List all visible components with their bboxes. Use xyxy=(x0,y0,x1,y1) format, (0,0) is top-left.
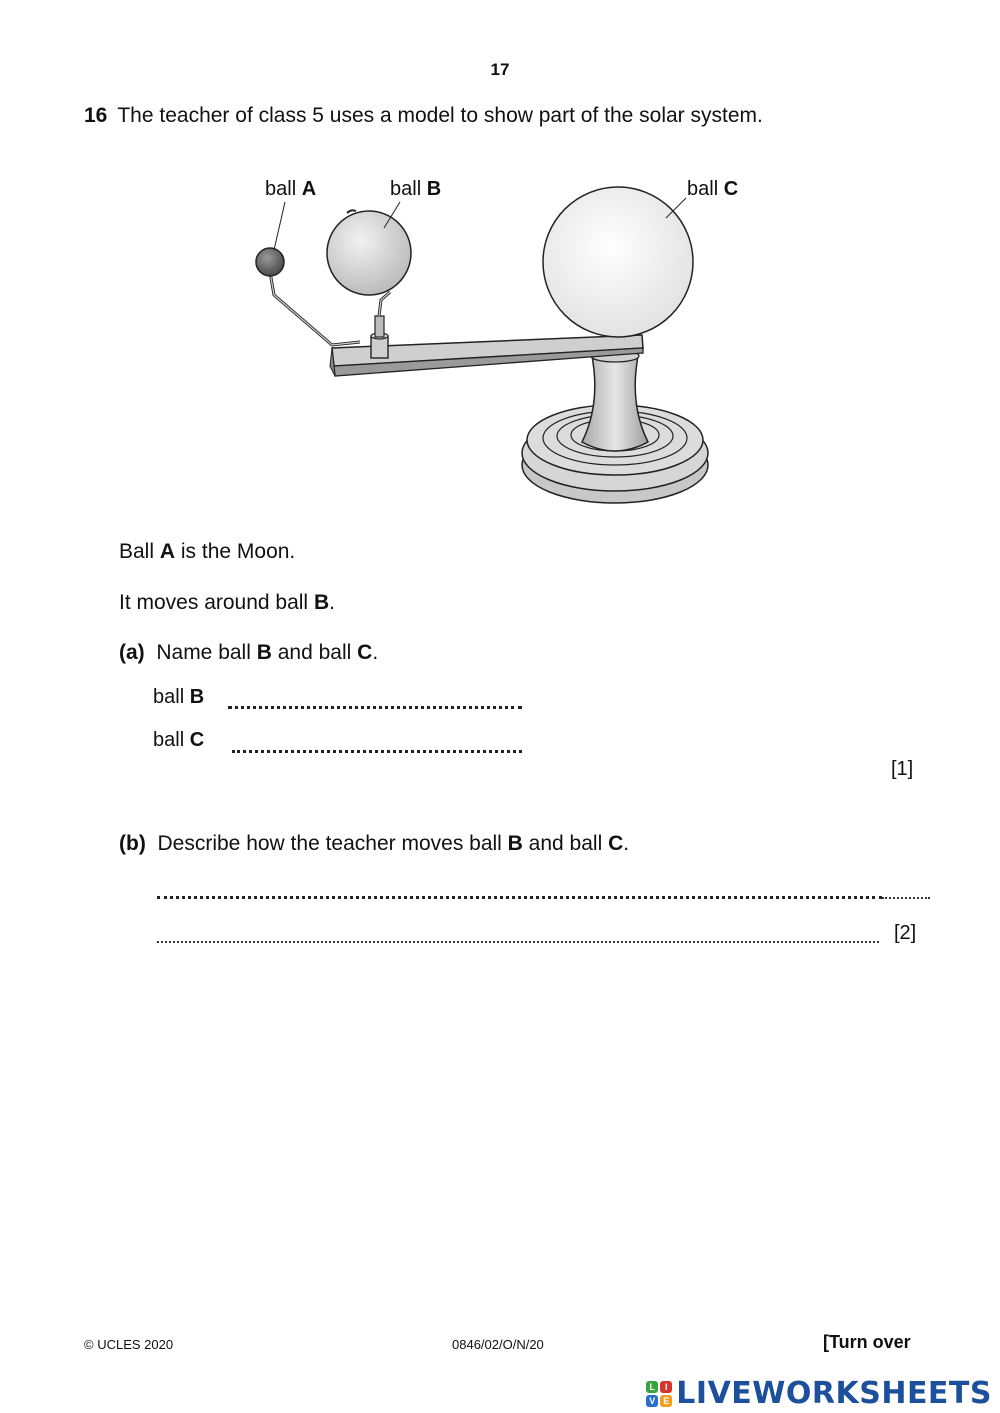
answer-line-ball-b[interactable] xyxy=(228,706,522,709)
part-b-marks: [2] xyxy=(894,922,917,944)
part-a-letter: (a) xyxy=(119,641,145,664)
label-ball-c: ball C xyxy=(687,178,739,200)
part-a-marks: [1] xyxy=(891,758,914,780)
liveworksheets-wordmark: LIVEWORKSHEETS xyxy=(676,1376,992,1411)
part-b-letter: (b) xyxy=(119,832,146,855)
part-a-question: (a) Name ball B and ball C. xyxy=(119,641,379,664)
answer-line-b-2[interactable] xyxy=(157,941,879,943)
answer-line-b-1-tail xyxy=(882,897,930,899)
label-ball-b: ball B xyxy=(390,178,442,200)
orrery-drawing xyxy=(240,170,760,530)
ball-b xyxy=(327,211,411,295)
ball-c xyxy=(543,187,693,337)
leader-line-a xyxy=(274,202,285,250)
liveworksheets-brand xyxy=(646,1376,992,1411)
page-number: 17 xyxy=(490,60,510,79)
label-ball-a: ball A xyxy=(265,178,317,200)
answer-label-ball-c: ball C xyxy=(153,729,205,751)
earth-post xyxy=(371,292,390,358)
ball-a xyxy=(256,248,284,276)
intro-line-2: It moves around ball B. xyxy=(119,591,335,614)
intro-line-1: Ball A is the Moon. xyxy=(119,540,296,563)
liveworksheets-logo-icon: L I V E xyxy=(646,1381,672,1407)
answer-line-b-1[interactable] xyxy=(157,896,882,899)
stand-pillar xyxy=(582,355,648,451)
footer-turn-over: [Turn over xyxy=(823,1332,911,1352)
question-text: The teacher of class 5 uses a model to show part of the solar system. xyxy=(117,104,763,127)
question-number: 16 xyxy=(84,104,108,127)
answer-label-ball-b: ball B xyxy=(153,686,205,708)
orrery-figure xyxy=(240,170,760,535)
footer-paper-code: 0846/02/O/N/20 xyxy=(452,1337,544,1352)
question-header xyxy=(84,104,763,128)
answer-line-ball-c[interactable] xyxy=(232,750,522,753)
footer-copyright: © UCLES 2020 xyxy=(84,1337,174,1352)
part-b-question: (b) Describe how the teacher moves ball B and ball C. xyxy=(119,832,630,855)
